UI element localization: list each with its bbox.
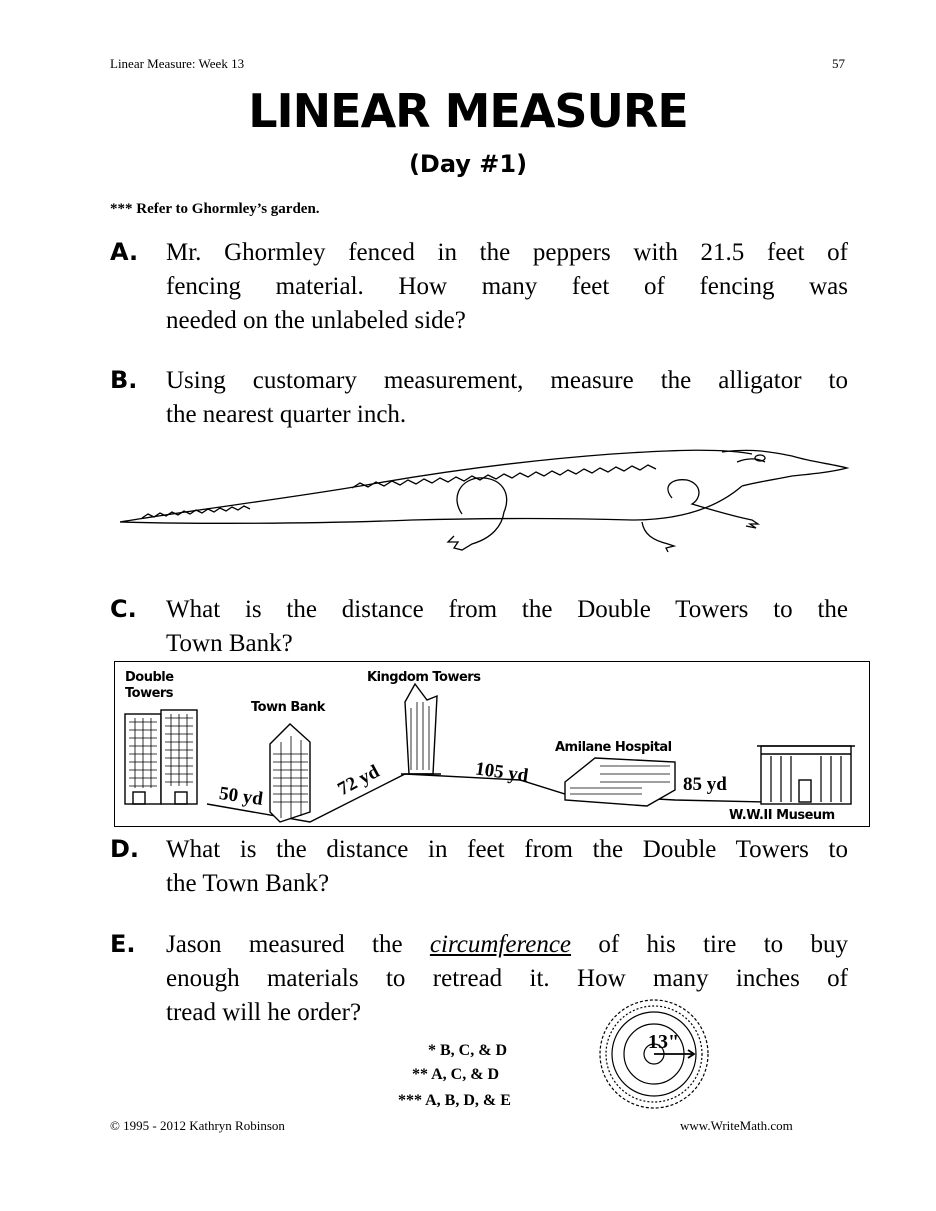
level-key-1: * B, C, & D: [428, 1042, 508, 1059]
question-a-line: fencing material. How many feet of fencing was: [166, 273, 848, 300]
question-e-line: tread will he order?: [166, 999, 362, 1026]
amilane-hospital-label: Amilane Hospital: [555, 740, 672, 755]
question-a-line: needed on the unlabeled side?: [166, 307, 466, 334]
question-a-text: [166, 236, 848, 338]
double-towers-label-1: Double: [125, 670, 174, 685]
distance-label-2: 72 yd: [334, 760, 383, 801]
tire-drawing: [596, 996, 712, 1112]
town-bank-label: Town Bank: [251, 700, 325, 715]
distance-label-1: 50 yd: [217, 783, 265, 810]
museum-label: W.W.II Museum: [729, 808, 835, 823]
question-b-line: Using customary measurement, measure the alligator to: [166, 367, 848, 394]
distance-map: [114, 661, 870, 827]
page-subtitle: (Day #1): [408, 150, 528, 178]
question-b-letter: B.: [110, 366, 138, 394]
question-c-letter: C.: [110, 595, 137, 623]
kingdom-towers-label: Kingdom Towers: [367, 670, 481, 685]
page-number: 57: [832, 56, 845, 71]
page-title: LINEAR MEASURE: [248, 84, 688, 138]
level-key-2: ** A, C, & D: [412, 1066, 500, 1083]
question-e-line: [166, 928, 848, 962]
distance-label-3: 105 yd: [473, 758, 530, 787]
question-a-letter: A.: [110, 238, 139, 266]
question-e-pre: Jason measured the: [166, 931, 403, 958]
question-e-post: of his tire to buy: [598, 931, 849, 958]
question-e-line: enough materials to retread it. How many inches of: [166, 965, 848, 992]
question-b-text: [166, 364, 848, 432]
distance-label-4: 85 yd: [683, 774, 727, 795]
question-b-line: the nearest quarter inch.: [166, 401, 407, 428]
double-towers-label-2: Towers: [125, 686, 174, 701]
circumference-term: circumference: [429, 931, 572, 958]
header-left: Linear Measure: Week 13: [110, 56, 245, 71]
question-c-line: Town Bank?: [166, 630, 293, 657]
question-d-line: What is the distance in feet from the Double Towers to: [166, 836, 848, 863]
footer-copyright: © 1995 - 2012 Kathryn Robinson: [110, 1118, 285, 1133]
instruction-note: *** Refer to Ghormley’s garden.: [110, 201, 320, 217]
question-c-text: [166, 593, 848, 661]
question-a-line: Mr. Ghormley fenced in the peppers with 21.5 feet of: [166, 239, 848, 266]
question-d-line: the Town Bank?: [166, 870, 330, 897]
question-e-text: [166, 928, 848, 1030]
question-c-line: What is the distance from the Double Towers to the: [166, 596, 848, 623]
tire-measurement-label: 13": [648, 1031, 680, 1053]
question-d-text: [166, 833, 848, 901]
question-d-letter: D.: [110, 835, 140, 863]
level-key-3: *** A, B, D, & E: [398, 1092, 511, 1109]
alligator-drawing: [112, 440, 857, 565]
footer-website: www.WriteMath.com: [680, 1118, 793, 1133]
question-e-letter: E.: [110, 930, 136, 958]
